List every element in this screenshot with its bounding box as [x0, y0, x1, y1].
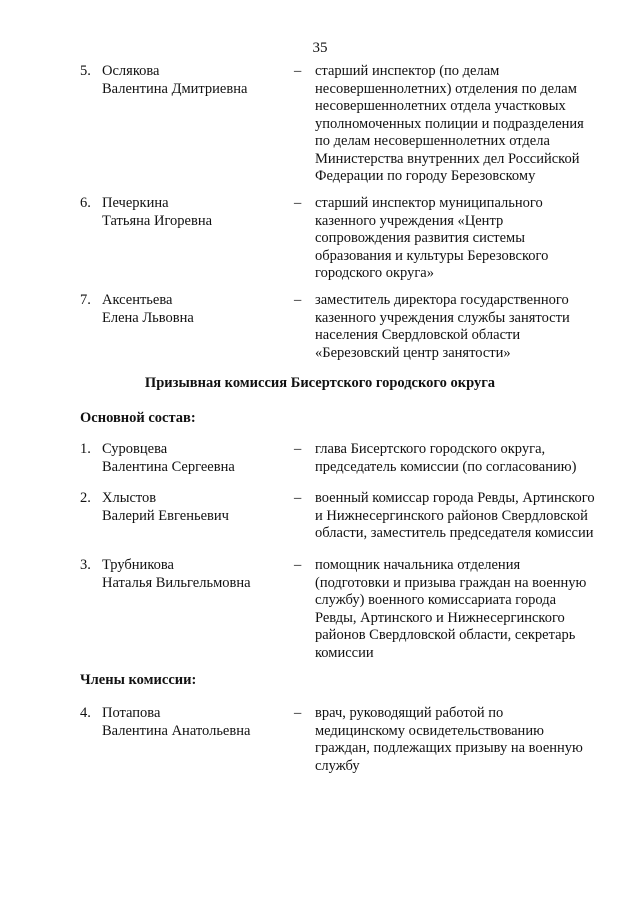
- desc-line: по делам несовершеннолетних отдела: [315, 133, 550, 149]
- desc-line: старший инспектор муниципального: [315, 195, 543, 211]
- desc-line: Ревды, Артинского и Нижнесергинского: [315, 609, 565, 626]
- position-description: [315, 557, 610, 662]
- given-names: Валентина Дмитриевна: [102, 80, 248, 97]
- item-number: 7.: [80, 292, 91, 308]
- desc-line: глава Бисертского городского округа,: [315, 441, 546, 457]
- person-name: [102, 557, 282, 592]
- person-name: [102, 705, 282, 740]
- desc-line: (подготовки и призыва граждан на военную: [315, 574, 587, 591]
- dash: –: [294, 63, 302, 79]
- surname: Суровцева: [102, 441, 168, 457]
- surname: Хлыстов: [102, 490, 157, 506]
- desc-line: образования и культуры Березовского: [315, 247, 549, 264]
- person-name: [102, 490, 282, 525]
- desc-line: сопровождения развития системы: [315, 230, 525, 246]
- desc-line: населения Свердловской области: [315, 327, 521, 343]
- position-description: [315, 705, 610, 775]
- surname: Печеркина: [102, 195, 169, 211]
- item-number: 5.: [80, 63, 91, 79]
- page-number: 35: [312, 40, 328, 56]
- given-names: Валерий Евгеньевич: [102, 507, 229, 524]
- dash: –: [294, 441, 302, 457]
- person-name: [102, 441, 282, 476]
- surname: Потапова: [102, 705, 161, 721]
- desc-line: медицинскому освидетельствованию: [315, 722, 544, 739]
- desc-line: врач, руководящий работой по: [315, 705, 504, 721]
- desc-line: заместитель директора государственного: [315, 292, 569, 308]
- surname: Трубникова: [102, 557, 174, 573]
- given-names: Татьяна Игоревна: [102, 212, 213, 229]
- desc-line: области, заместитель председателя комиссии: [315, 525, 594, 541]
- desc-line: службу) военного комиссариата города: [315, 592, 557, 608]
- given-names: Валентина Анатольевна: [102, 722, 251, 739]
- desc-line: комиссии: [315, 644, 374, 661]
- dash: –: [294, 195, 302, 211]
- dash: –: [294, 705, 302, 721]
- position-description: [315, 195, 610, 283]
- position-description: [315, 441, 610, 476]
- position-description: [315, 490, 610, 543]
- position-description: [315, 292, 610, 362]
- item-number: 4.: [80, 705, 91, 721]
- desc-line: граждан, подлежащих призыву на военную: [315, 740, 583, 756]
- desc-line: старший инспектор (по делам: [315, 63, 500, 79]
- members-heading: Члены комиссии:: [80, 672, 197, 688]
- desc-line: городского округа»: [315, 265, 434, 281]
- desc-line: «Березовский центр занятости»: [315, 344, 511, 361]
- given-names: Наталья Вильгельмовна: [102, 574, 251, 591]
- item-number: 2.: [80, 490, 91, 506]
- section-title: Призывная комиссия Бисертского городского округа: [144, 375, 496, 391]
- desc-line: военный комиссар города Ревды, Артинского: [315, 490, 595, 506]
- item-number: 6.: [80, 195, 91, 211]
- dash: –: [294, 292, 302, 308]
- dash: –: [294, 557, 302, 573]
- desc-line: Министерства внутренних дел Российской: [315, 150, 580, 167]
- surname: Аксентьева: [102, 292, 173, 308]
- desc-line: службу: [315, 757, 360, 774]
- main-composition-heading: Основной состав:: [80, 410, 196, 426]
- desc-line: Федерации по городу Березовскому: [315, 168, 536, 184]
- desc-line: казенного учреждения «Центр: [315, 212, 504, 229]
- desc-line: несовершеннолетних отдела участковых: [315, 98, 566, 114]
- given-names: Валентина Сергеевна: [102, 458, 235, 475]
- person-name: [102, 292, 282, 327]
- desc-line: уполномоченных полиции и подразделения: [315, 115, 584, 132]
- desc-line: председатель комиссии (по согласованию): [315, 458, 577, 475]
- dash: –: [294, 490, 302, 506]
- given-names: Елена Львовна: [102, 309, 194, 326]
- person-name: [102, 63, 282, 98]
- desc-line: казенного учреждения службы занятости: [315, 309, 570, 326]
- item-number: 1.: [80, 441, 91, 457]
- surname: Ослякова: [102, 63, 160, 79]
- desc-line: несовершеннолетних) отделения по делам: [315, 80, 577, 97]
- item-number: 3.: [80, 557, 91, 573]
- person-name: [102, 195, 282, 230]
- position-description: [315, 63, 610, 186]
- desc-line: районов Свердловской области, секретарь: [315, 627, 576, 643]
- desc-line: помощник начальника отделения: [315, 557, 521, 573]
- desc-line: и Нижнесергинского районов Свердловской: [315, 507, 588, 524]
